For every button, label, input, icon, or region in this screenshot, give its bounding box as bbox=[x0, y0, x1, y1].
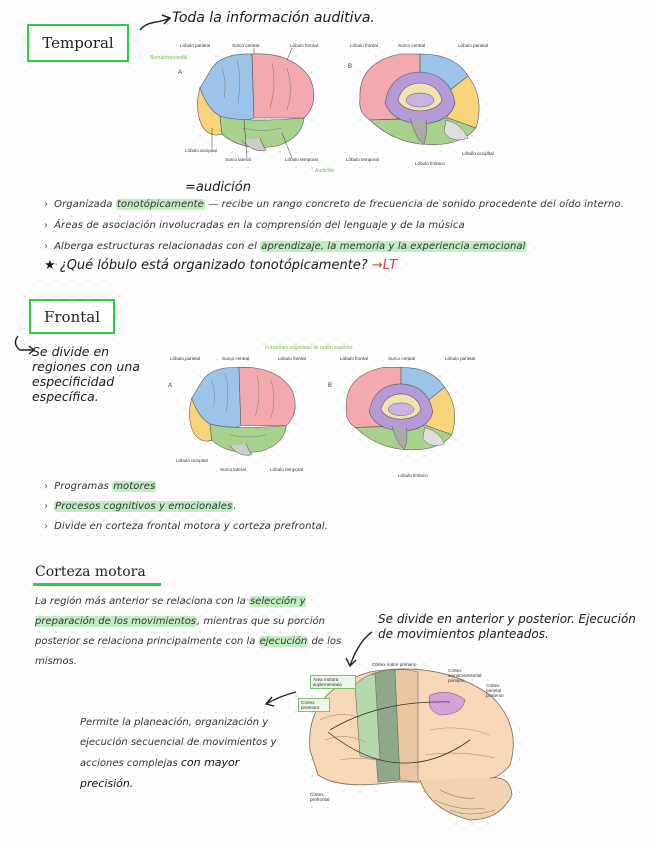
title-underline bbox=[33, 583, 161, 586]
temporal-annotation-text: audición bbox=[195, 180, 251, 195]
motor-fig-label-motora-suplementaria: Área motora suplementaria bbox=[310, 675, 356, 689]
fig-label-b: B bbox=[348, 64, 353, 70]
corteza-left-note: Permite la planeación, organización y ejecución secuencial de movimientos y acciones complejas con mayor precisión. bbox=[80, 717, 277, 790]
frontal-bullet-1: › Programas motores bbox=[44, 481, 156, 492]
fig-label-occipital: Lóbulo occipital bbox=[185, 148, 217, 153]
frontal-bullet-3: › Divide en corteza frontal motora y corteza prefrontal. bbox=[44, 521, 328, 532]
frontal-title: Frontal bbox=[43, 307, 101, 326]
fig-label-a: A bbox=[178, 70, 183, 76]
frontal-fig-label-a: A bbox=[168, 383, 173, 389]
fig-label-surco-central-2: Surco central bbox=[398, 43, 426, 48]
motor-fig-label-prefrontal: Córtex prefrontal bbox=[310, 792, 330, 802]
frontal-brain-lateral-illustration bbox=[172, 362, 306, 462]
frontal-fig-label-occipital: Lóbulo occipital bbox=[176, 458, 208, 463]
temporal-note: Toda la información auditiva. bbox=[172, 10, 375, 26]
fig-label-occipital-2: Lóbulo occipital bbox=[462, 151, 494, 156]
temporal-bullet-3: › Alberga estructuras relacionadas con el aprendizaje, la memoria y la experiencia emocional bbox=[44, 241, 526, 252]
fig-label-temporal: Lóbulo temporal bbox=[285, 157, 318, 162]
fig-caption-frontal: Funciones cognitivas de orden superior bbox=[265, 345, 353, 351]
frontal-fig-label-surco-central: Surco central bbox=[222, 356, 250, 361]
frontal-fig-label-surco-lateral: Surco lateral bbox=[220, 467, 246, 472]
frontal-fig-label-surco-central-2: Surco central bbox=[388, 356, 416, 361]
brain-lateral-illustration bbox=[182, 48, 322, 158]
frontal-title-box bbox=[29, 299, 115, 334]
temporal-bullet-1: › Organizada tonotópicamente — recibe un rango concreto de frecuencia de sonido procedente del oído interno. bbox=[44, 199, 624, 210]
temporal-bullet-2: › Áreas de asociación involucradas en la comprensión del lenguaje y de la música bbox=[44, 220, 465, 231]
fig-label-temporal-2: Lóbulo temporal bbox=[346, 157, 379, 162]
fig-label-surco-lateral: Surco lateral bbox=[225, 157, 251, 162]
fig-label-frontal-2: Lóbulo frontal bbox=[350, 43, 378, 48]
fig-label-frontal: Lóbulo frontal bbox=[290, 43, 318, 48]
frontal-fig-label-frontal: Lóbulo frontal bbox=[278, 356, 306, 361]
motor-fig-label-premotor: Córtex premotor bbox=[298, 698, 330, 712]
temporal-title: Temporal bbox=[42, 34, 114, 52]
fig-label-parietal-2: Lóbulo parietal bbox=[458, 43, 489, 48]
corteza-motora-title: Corteza motora bbox=[35, 564, 146, 580]
temporal-answer: LT bbox=[382, 258, 398, 273]
frontal-bullet-2: › Procesos cognitivos y emocionales. bbox=[44, 501, 237, 512]
temporal-title-box bbox=[27, 24, 129, 62]
frontal-fig-label-frontal-2: Lóbulo frontal bbox=[340, 356, 368, 361]
frontal-brain-medial-illustration bbox=[334, 362, 468, 462]
motor-fig-label-parietal-posterior: Córtex parietal posterior bbox=[486, 683, 504, 698]
motor-fig-label-somatosensorial: Córtex somatosensorial primario bbox=[448, 668, 482, 683]
fig-label-audicion: Audición bbox=[315, 168, 335, 174]
motor-fig-label-motor-primario: Córtex motor primario bbox=[372, 662, 417, 667]
frontal-fig-label-temporal: Lóbulo temporal bbox=[270, 467, 303, 472]
temporal-question: ★ ¿Qué lóbulo está organizado tonotópicamente? →LT bbox=[44, 258, 398, 273]
fig-label-parietal: Lóbulo parietal bbox=[180, 43, 211, 48]
fig-label-limbico: Lóbulo límbico bbox=[415, 161, 445, 166]
corteza-motora-paragraph: La región más anterior se relaciona con la selección y preparación de los movimientos, mientras que su porción posterior se relaciona principalmente con la ejecución de los mismos. bbox=[35, 596, 342, 667]
temporal-annotation: =audición bbox=[185, 180, 251, 195]
frontal-side-note: Se divide en regiones con una especificidad específica. bbox=[32, 344, 140, 404]
fig-label-surco-central: Surco central bbox=[232, 43, 260, 48]
frontal-fig-label-parietal: Lóbulo parietal bbox=[170, 356, 201, 361]
arrow-icon bbox=[262, 688, 298, 710]
frontal-fig-label-limbico: Lóbulo límbico bbox=[398, 473, 428, 478]
fig-label-somatosensorial: Somatosensorial bbox=[150, 55, 188, 61]
frontal-fig-label-parietal-2: Lóbulo parietal bbox=[445, 356, 476, 361]
corteza-right-note: Se divide en anterior y posterior. Ejecución de movimientos planteados. bbox=[378, 612, 636, 641]
frontal-fig-label-b: B bbox=[328, 383, 333, 389]
brain-medial-illustration bbox=[350, 48, 490, 158]
arrow-icon bbox=[138, 10, 172, 34]
